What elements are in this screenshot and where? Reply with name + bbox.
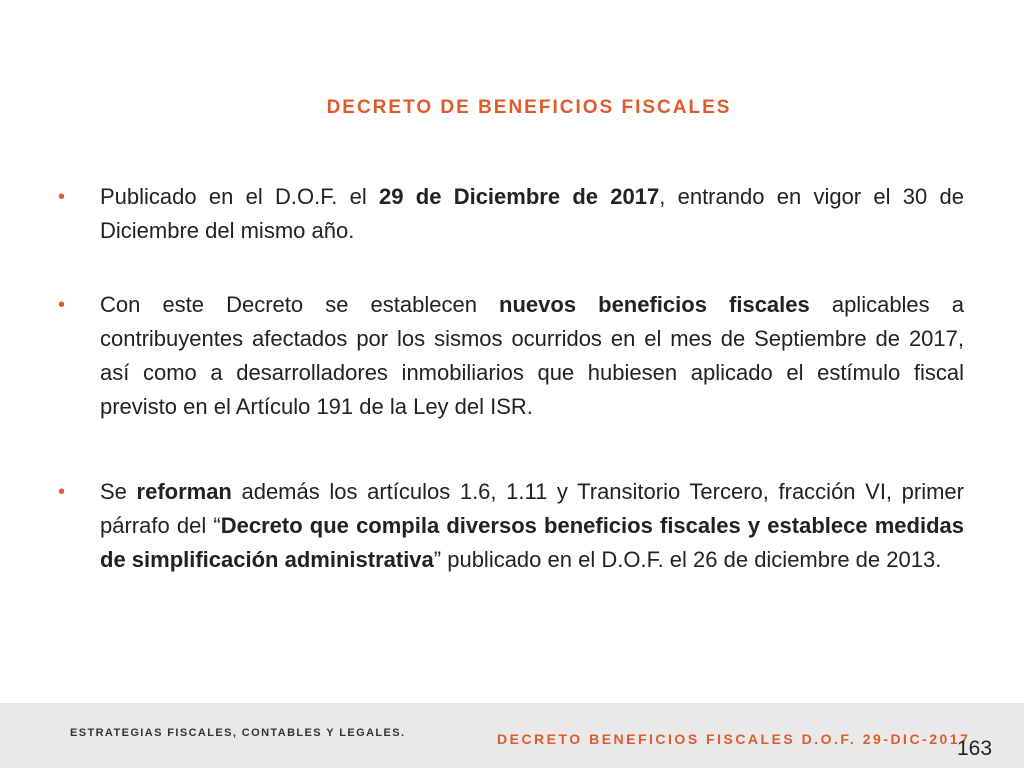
bullet-text-segment: aplicables a contribuyentes afectados por los sismos ocurridos en el mes de Septiembre de 2017, así como a desarrolladores inmobiliarios que hubiesen aplicado el estímulo fiscal previsto en el Artículo 191 de la Ley del ISR.	[100, 292, 964, 419]
bullet-text-bold-segment: Decreto que compila diversos beneficios fiscales y establece medidas de simplificación administrativa	[100, 513, 964, 572]
page-number: 163	[957, 737, 993, 760]
bullet-icon: •	[58, 294, 66, 316]
bullet-text-bold-segment: reforman	[136, 479, 232, 504]
bullet-text-segment: ” publicado en el D.O.F. el 26 de diciembre de 2013.	[433, 547, 942, 572]
bullet-text-segment: Publicado en el D.O.F. el	[100, 184, 380, 209]
bullet-text	[100, 180, 964, 248]
bullet-text-segment: Se	[100, 479, 137, 504]
slide-title: DECRETO DE BENEFICIOS FISCALES	[326, 97, 732, 118]
bullet-icon: •	[58, 481, 66, 503]
footer-bar	[0, 703, 1024, 768]
bullet-item	[58, 475, 964, 577]
bullet-item	[58, 180, 964, 248]
bullet-text-segment: además los artículos 1.6, 1.11 y Transitorio Tercero, fracción VI, primer párrafo del “	[100, 479, 964, 538]
bullet-text	[100, 288, 964, 424]
footer-company-text: ESTRATEGIAS FISCALES, CONTABLES Y LEGALES.	[70, 727, 406, 739]
bullet-text-segment: , entrando en vigor el 30 de Diciembre del mismo año.	[100, 184, 964, 243]
bullet-icon: •	[58, 186, 66, 208]
bullet-text-segment: Con este Decreto se establecen	[100, 292, 500, 317]
bullet-text-bold-segment: 29 de Diciembre de 2017	[379, 184, 660, 209]
bullet-text	[100, 475, 964, 577]
footer-decree-text: DECRETO BENEFICIOS FISCALES D.O.F. 29-DIC-2017	[497, 731, 971, 747]
bullet-text-bold-segment: nuevos beneficios fiscales	[499, 292, 810, 317]
bullet-item	[58, 288, 964, 424]
bullet-list	[58, 180, 964, 577]
